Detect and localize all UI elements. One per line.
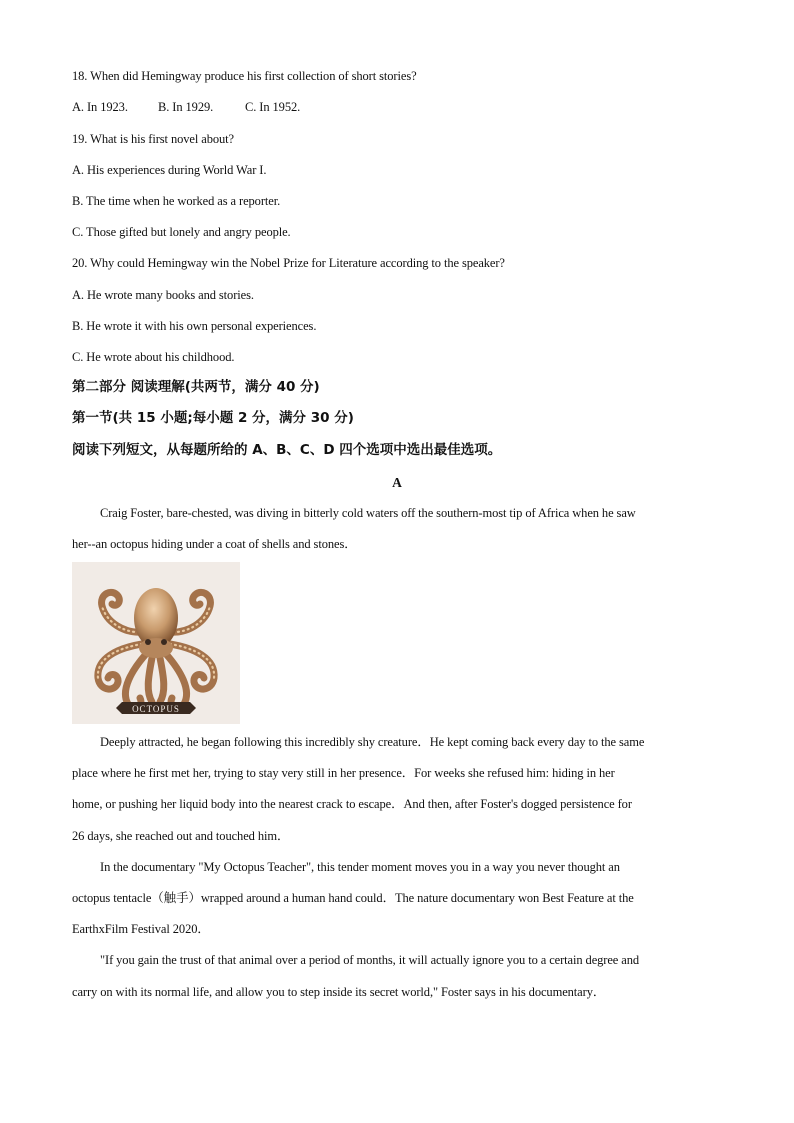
part-heading: 第二部分 阅读理解(共两节，满分 40 分) xyxy=(72,379,320,395)
option-c[interactable]: C. He wrote about his childhood. xyxy=(72,350,235,364)
passage-line: place where he first met her, trying to stay very still in her presence．For weeks she refused him: hiding in her xyxy=(72,766,615,780)
instructions: 阅读下列短文，从每题所给的 A、B、C、D 四个选项中选出最佳选项。 xyxy=(72,442,502,458)
passage-line: 26 days, she reached out and touched him． xyxy=(72,829,290,843)
passage-line: "If you gain the trust of that animal over a period of months, it will actually ignore you to a certain degree and xyxy=(100,953,640,967)
octopus-banner xyxy=(116,702,196,714)
image-caption: OCTOPUS xyxy=(132,704,180,714)
passage-label: A xyxy=(392,475,402,490)
option-a[interactable]: A. His experiences during World War I. xyxy=(72,163,267,177)
option-b[interactable]: B. In 1929. xyxy=(158,100,214,114)
question-18-options xyxy=(72,99,300,115)
option-a[interactable]: A. He wrote many books and stories. xyxy=(72,288,254,302)
passage-line: EarthxFilm Festival 2020． xyxy=(72,922,210,936)
passage-line: home, or pushing her liquid body into the nearest crack to escape．And then, after Foster's dogged persistence for xyxy=(72,797,632,811)
option-b[interactable]: B. He wrote it with his own personal experiences. xyxy=(72,319,317,333)
option-b[interactable]: B. The time when he worked as a reporter. xyxy=(72,194,281,208)
passage-line: her--an octopus hiding under a coat of shells and stones． xyxy=(72,537,357,551)
question-19: 19. What is his first novel about? xyxy=(72,132,234,146)
passage-line: Deeply attracted, he began following this incredibly shy creature．He kept coming back every day to the same xyxy=(100,735,645,749)
question-18: 18. When did Hemingway produce his first collection of short stories? xyxy=(72,69,417,83)
option-c[interactable]: C. In 1952. xyxy=(245,100,301,114)
option-c[interactable]: C. Those gifted but lonely and angry people. xyxy=(72,225,291,239)
passage-line: carry on with its normal life, and allow you to step inside its secret world," Foster says in his documentary． xyxy=(72,985,606,999)
section-heading: 第一节(共 15 小题;每小题 2 分，满分 30 分) xyxy=(72,410,354,426)
option-a[interactable]: A. In 1923. xyxy=(72,100,128,114)
passage-line: Craig Foster, bare-chested, was diving in bitterly cold waters off the southern-most tip of Africa when he saw xyxy=(100,506,636,520)
passage-line: In the documentary "My Octopus Teacher", this tender moment moves you in a way you never thought an xyxy=(100,860,620,874)
octopus-illustration xyxy=(72,562,240,724)
passage-line: octopus tentacle（触手）wrapped around a human hand could．The nature documentary won Best Feature at the xyxy=(72,891,634,905)
octopus-image xyxy=(72,562,240,724)
question-20: 20. Why could Hemingway win the Nobel Prize for Literature according to the speaker? xyxy=(72,256,505,270)
